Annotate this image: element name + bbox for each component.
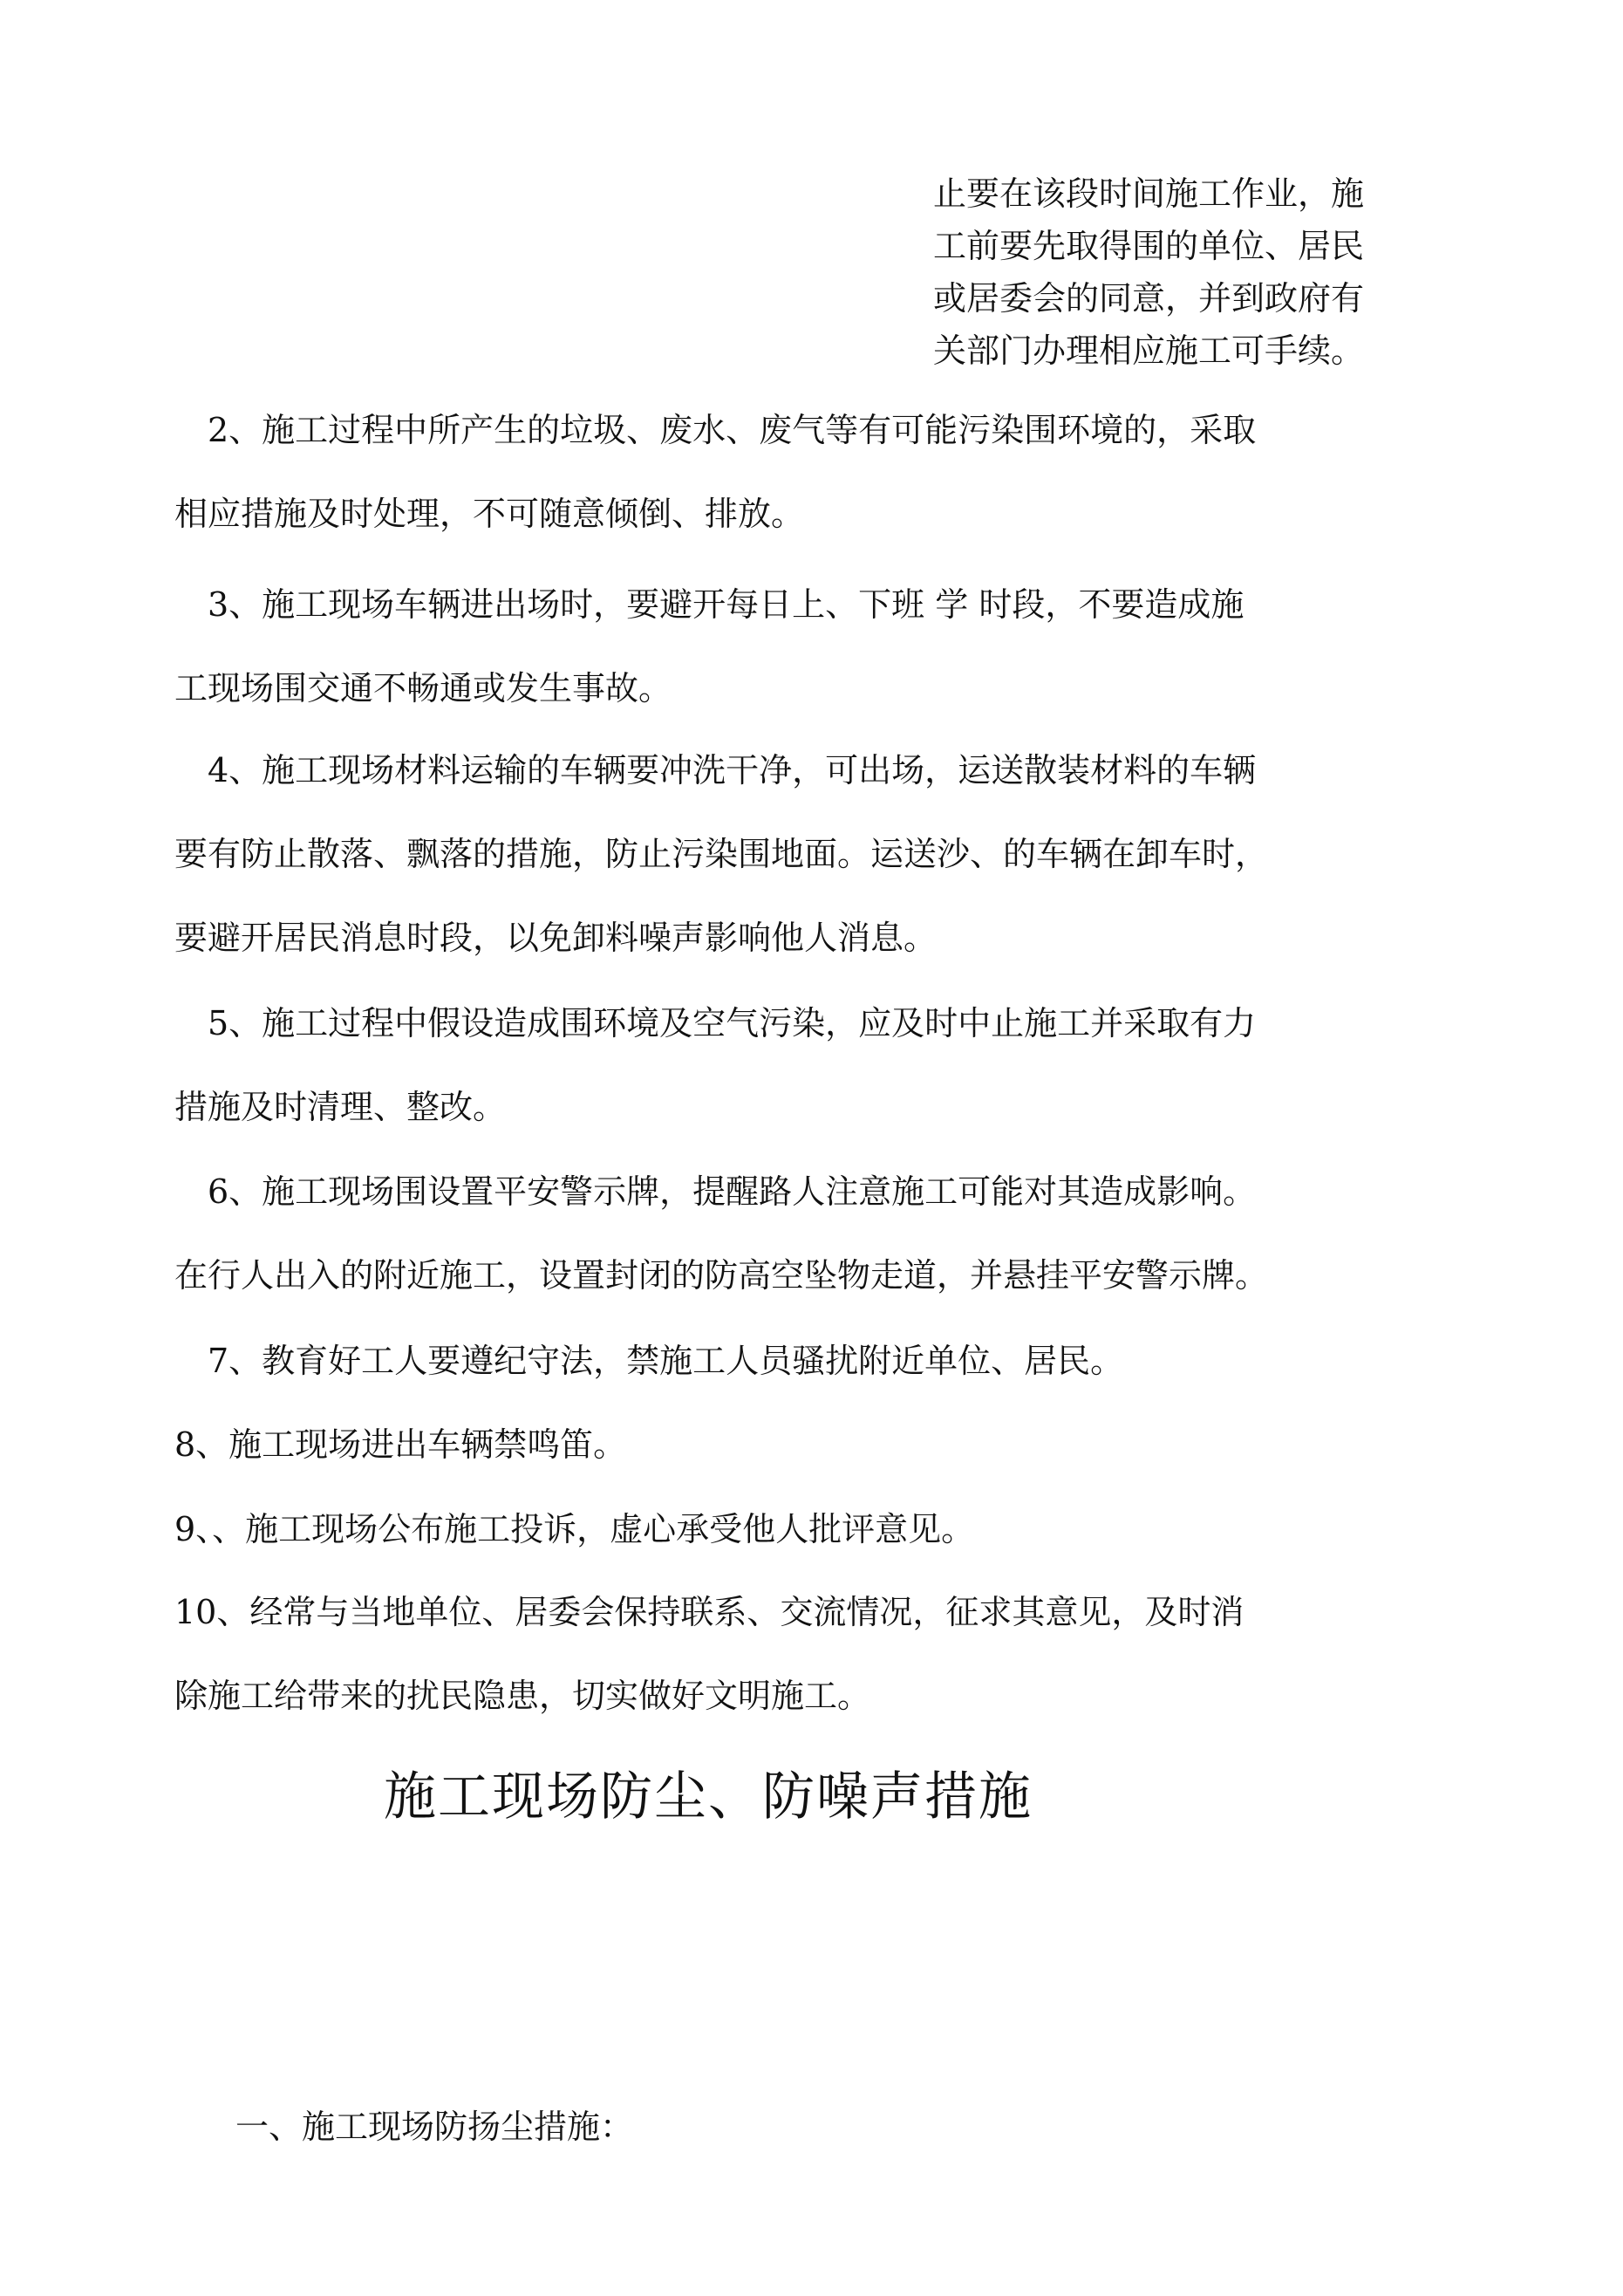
paragraph-line: 5、施工过程中假设造成围环境及空气污染，应及时中止施工并采取有力 [174, 1004, 1257, 1042]
paragraph-item-4 [174, 728, 1465, 980]
paragraph-line: 3、施工现场车辆进出场时，要避开每日上、下班 学 时段，不要造成施 [174, 585, 1245, 624]
paragraph-line: 4、施工现场材料运输的车辆要冲洗干净，可出场，运送散装材料的车辆 [174, 751, 1257, 789]
paragraph-line: 要避开居民消息时段，以免卸料噪声影响他人消息。 [174, 919, 938, 957]
subsection-heading: 一、施工现场防扬尘措施： [235, 2108, 634, 2146]
paragraph-item-6 [174, 1150, 1465, 1317]
paragraph-line: 除施工给带来的扰民隐患，切实做好文明施工。 [174, 1677, 871, 1715]
paragraph-item-5 [174, 981, 1465, 1149]
paragraph-line: 2、施工过程中所产生的垃圾、废水、废气等有可能污染围环境的，采取 [174, 411, 1257, 449]
paragraph-item-8: 8、施工现场进出车辆禁鸣笛。 [174, 1425, 627, 1464]
carry-line: 工前要先取得围的单位、居民 [933, 227, 1365, 265]
section-title: 施工现场防尘、防噪声措施 [384, 1766, 1033, 1828]
paragraph-line: 措施及时清理、整改。 [174, 1088, 507, 1126]
carry-line: 关部门办理相应施工可手续。 [933, 331, 1365, 370]
paragraph-line: 相应措施及时处理，不可随意倾倒、排放。 [174, 495, 805, 533]
paragraph-line: 要有防止散落、飘落的措施，防止污染围地面。运送沙、的车辆在卸车时， [174, 835, 1269, 873]
carry-line: 或居委会的同意，并到政府有 [933, 279, 1365, 318]
paragraph-item-9: 9、、施工现场公布施工投诉，虚心承受他人批评意见。 [174, 1510, 975, 1548]
paragraph-line: 6、施工现场围设置平安警示牌，提醒路人注意施工可能对其造成影响。 [174, 1172, 1257, 1211]
paragraph-line: 在行人出入的附近施工，设置封闭的防高空坠物走道，并悬挂平安警示牌。 [174, 1256, 1269, 1295]
paragraph-item-2 [174, 388, 1465, 556]
carry-over-text [933, 167, 1491, 377]
paragraph-line: 10、经常与当地单位、居委会保持联系、交流情况，征求其意见，及时消 [174, 1593, 1245, 1631]
paragraph-item-3 [174, 563, 1465, 730]
paragraph-line: 工现场围交通不畅通或发生事故。 [174, 669, 672, 707]
paragraph-item-10 [174, 1570, 1465, 1738]
carry-line: 止要在该段时间施工作业，施 [933, 174, 1365, 213]
paragraph-item-7: 7、教育好工人要遵纪守法，禁施工人员骚扰附近单位、居民。 [174, 1342, 1124, 1380]
